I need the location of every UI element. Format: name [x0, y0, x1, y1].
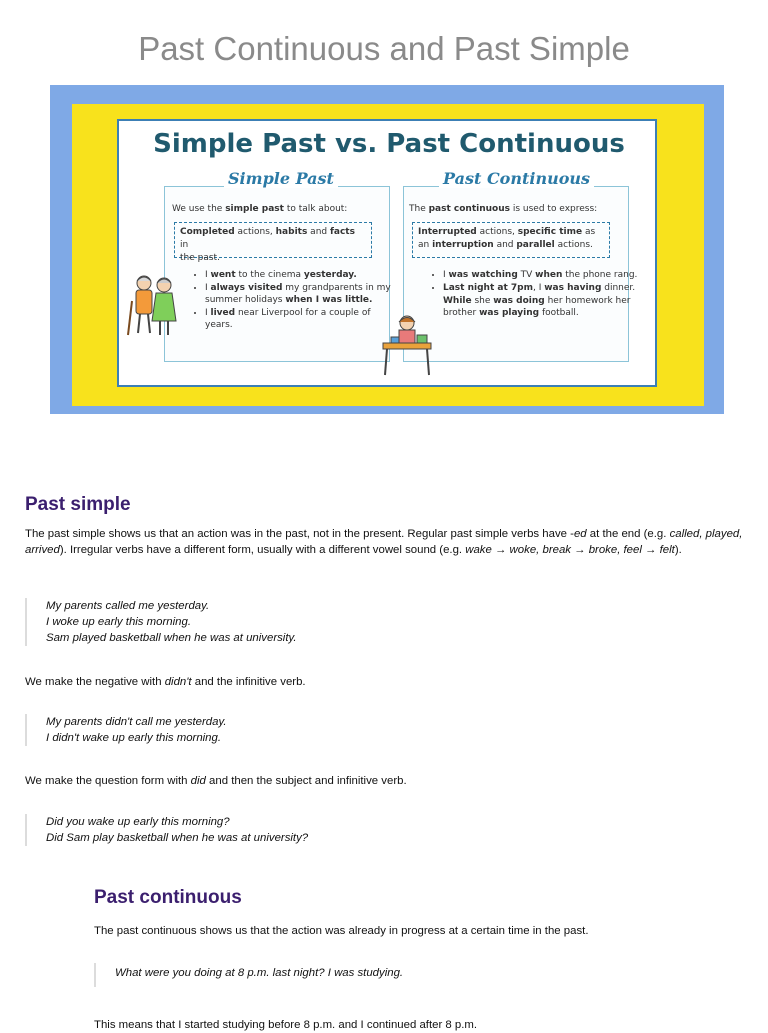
past-continuous-uses: Interrupted actions, specific time as an interruption and parallel actions.: [412, 222, 610, 258]
past-simple-heading: Past simple: [25, 494, 131, 515]
example-sentence: I woke up early this morning.: [46, 616, 191, 628]
elderly-couple-illustration: [124, 271, 184, 341]
kids-desk-illustration: [377, 313, 437, 379]
example-sentence: What were you doing at 8 p.m. last night? I was studying.: [115, 967, 404, 979]
negative-examples: [25, 714, 227, 746]
past-continuous-heading: Past Continuous: [439, 169, 594, 188]
past-continuous-examples: [429, 269, 639, 320]
cut-off-paragraph: This means that I started studying before 8 p.m. and I continued after 8 p.m.: [94, 1019, 478, 1031]
past-continuous-example: • I was watching TV when the phone rang.: [443, 269, 639, 281]
example-sentence: I didn't wake up early this morning.: [46, 732, 222, 744]
past-simple-examples: [25, 598, 297, 646]
simple-past-heading: Simple Past: [224, 169, 338, 188]
negative-rule: We make the negative with didn't and the infinitive verb.: [25, 676, 306, 688]
simple-past-intro: We use the simple past to talk about:: [172, 204, 348, 214]
past-continuous-intro: The past continuous is used to express:: [409, 204, 598, 214]
example-sentence: Sam played basketball when he was at university.: [46, 632, 297, 644]
example-sentence: Did Sam play basketball when he was at university?: [46, 832, 309, 844]
simple-past-example: • I went to the cinema yesterday.: [205, 269, 400, 281]
poster-title: Simple Past vs. Past Continuous: [153, 129, 625, 159]
past-continuous-heading-section: Past continuous: [94, 887, 242, 908]
past-continuous-intro: The past continuous shows us that the action was already in progress at a certain time in the past.: [94, 925, 589, 937]
question-examples: [25, 814, 308, 846]
example-sentence: My parents called me yesterday.: [46, 600, 210, 612]
simple-past-example: • I lived near Liverpool for a couple of years.: [205, 307, 400, 331]
past-simple-intro: The past simple shows us that an action was in the past, not in the present. Regular past simple verbs have -ed at the end (e.g. called, played, arrived). Irregular verbs have a different form, usually with a different vowel sound (e.g. wake → woke, break → broke, feel → felt).: [25, 528, 743, 556]
poster-card: [117, 119, 657, 387]
simple-past-examples: [191, 269, 400, 332]
past-continuous-examples: [94, 963, 403, 987]
document-title: Past Continuous and Past Simple: [138, 30, 630, 67]
simple-past-example: • I always visited my grandparents in my summer holidays when I was little.: [205, 282, 400, 306]
example-sentence: My parents didn't call me yesterday.: [46, 716, 227, 728]
example-sentence: Did you wake up early this morning?: [46, 816, 230, 828]
question-rule: We make the question form with did and then the subject and infinitive verb.: [25, 775, 407, 787]
past-continuous-example: • Last night at 7pm, I was having dinner.: [443, 282, 639, 294]
simple-past-uses: Completed actions, habits and facts in the past.: [174, 222, 372, 258]
past-continuous-example: While she was doing her homework her brother was playing football.: [443, 296, 631, 318]
